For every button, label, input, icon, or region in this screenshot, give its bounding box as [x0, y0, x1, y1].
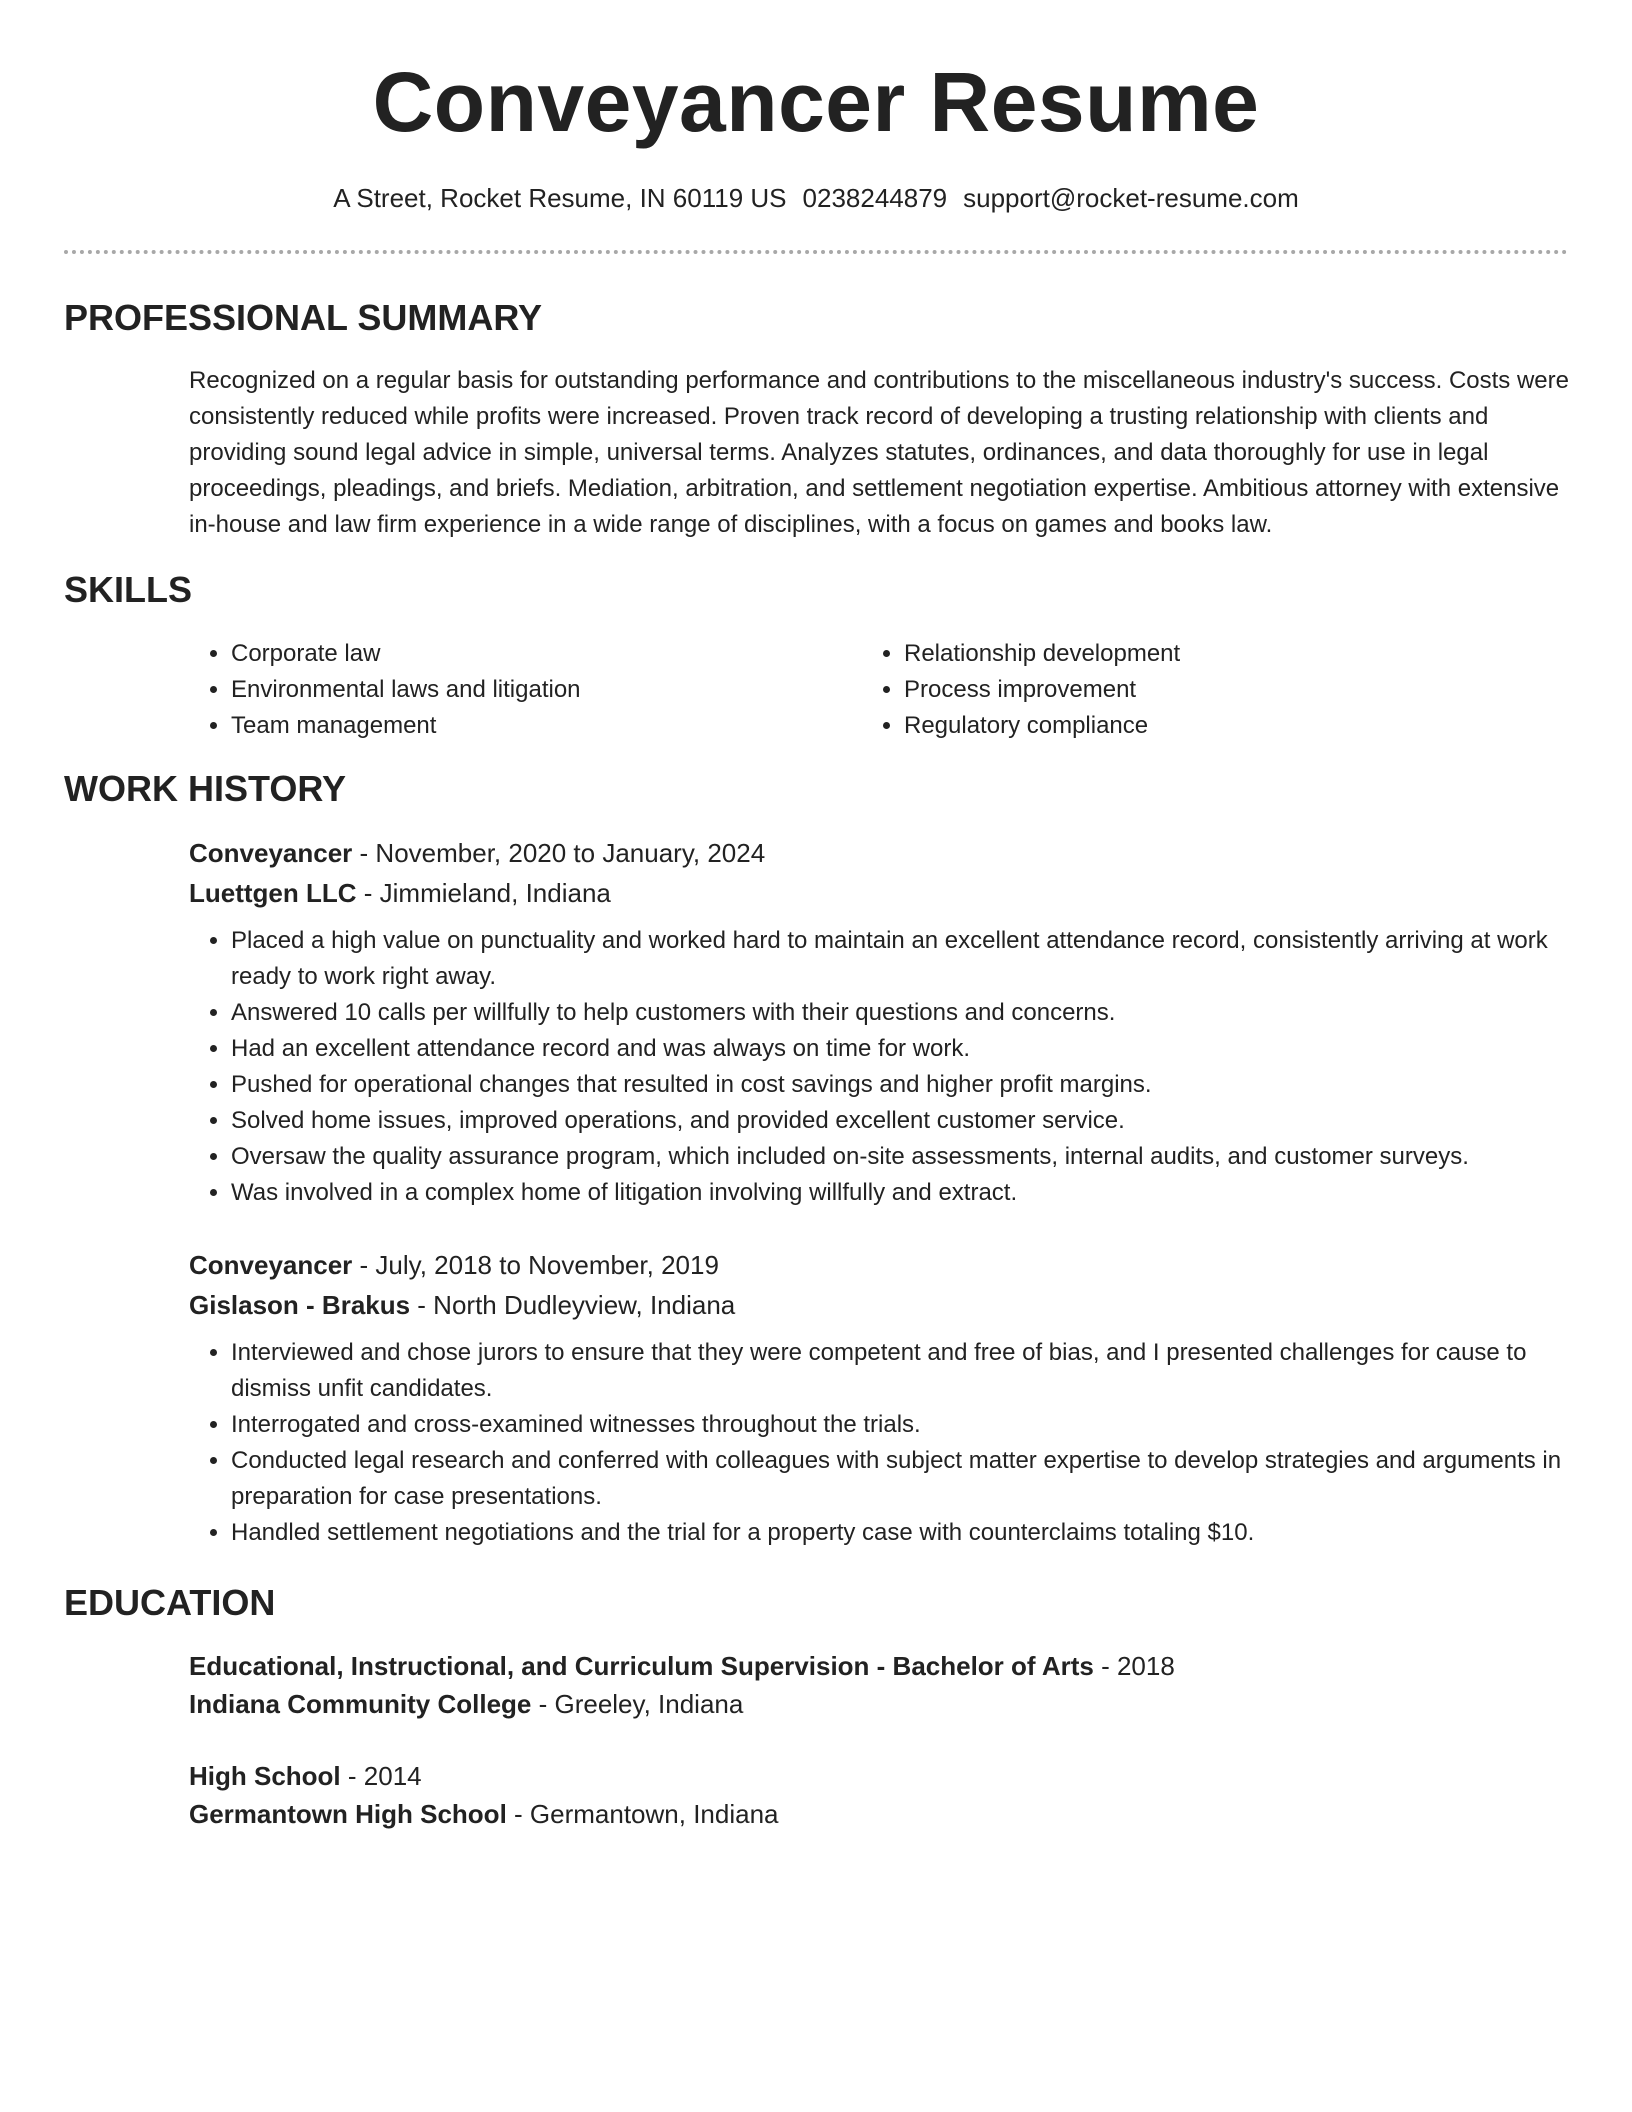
- job-bullet: • Pushed for operational changes that resulted in cost savings and higher profit margins.: [231, 1067, 1569, 1103]
- education-year: - 2018: [1093, 1651, 1175, 1681]
- job-dates: - July, 2018 to November, 2019: [352, 1250, 719, 1280]
- job-bullet: • Placed a high value on punctuality and worked hard to maintain an excellent attendance record, consistently arriving at work ready to work right away.: [231, 923, 1569, 995]
- job-entry: [189, 1245, 1569, 1551]
- job-company: Luettgen LLC: [189, 878, 357, 908]
- job-bullet: • Conducted legal research and conferred with colleagues with subject matter expertise to develop strategies and arguments in preparation for case presentations.: [231, 1443, 1569, 1515]
- education-entry: [189, 1647, 1569, 1723]
- education-location: - Greeley, Indiana: [531, 1689, 744, 1719]
- skill-item: • Environmental laws and litigation: [231, 672, 827, 708]
- skill-item: • Process improvement: [904, 672, 1500, 708]
- contact-email: support@rocket-resume.com: [963, 183, 1299, 213]
- education-location: - Germantown, Indiana: [506, 1799, 779, 1829]
- contact-phone: 0238244879: [802, 183, 948, 213]
- skills-column-left: [187, 636, 827, 744]
- education-entry: [189, 1757, 1569, 1833]
- job-title: Conveyancer: [189, 1250, 353, 1280]
- skills-column-right: [860, 636, 1500, 744]
- education-school-line: [189, 1795, 1569, 1833]
- job-bullet: • Solved home issues, improved operations, and provided excellent customer service.: [231, 1103, 1569, 1139]
- job-entry: [189, 833, 1569, 1211]
- education-school-line: [189, 1685, 1569, 1723]
- job-location: - North Dudleyview, Indiana: [410, 1290, 736, 1320]
- education-degree-line: [189, 1757, 1569, 1795]
- job-bullets: [187, 1335, 1569, 1551]
- job-company-line: [189, 873, 1569, 913]
- education-school: Indiana Community College: [189, 1689, 532, 1719]
- skill-item: • Regulatory compliance: [904, 708, 1500, 744]
- education-degree-line: [189, 1647, 1569, 1685]
- job-bullet: • Interrogated and cross-examined witnesses throughout the trials.: [231, 1407, 1569, 1443]
- job-bullet: • Had an excellent attendance record and was always on time for work.: [231, 1031, 1569, 1067]
- job-dates: - November, 2020 to January, 2024: [352, 838, 766, 868]
- resume-title: Conveyancer Resume: [372, 55, 1260, 149]
- job-title-line: [189, 833, 1569, 873]
- contact-line: [0, 180, 1632, 216]
- job-company: Gislason - Brakus: [189, 1290, 411, 1320]
- skills-heading: SKILLS: [64, 569, 193, 610]
- job-bullet: • Interviewed and chose jurors to ensure that they were competent and free of bias, and I presented challenges for cause to dismiss unfit candidates.: [231, 1335, 1569, 1407]
- work-heading: WORK HISTORY: [64, 768, 347, 809]
- job-location: - Jimmieland, Indiana: [356, 878, 611, 908]
- job-company-line: [189, 1285, 1569, 1325]
- skill-item: • Team management: [231, 708, 827, 744]
- contact-address: A Street, Rocket Resume, IN 60119 US: [333, 183, 787, 213]
- job-bullet: • Was involved in a complex home of litigation involving willfully and extract.: [231, 1175, 1569, 1211]
- education-heading: EDUCATION: [64, 1582, 276, 1623]
- job-title: Conveyancer: [189, 838, 353, 868]
- skill-item: • Relationship development: [904, 636, 1500, 672]
- job-bullet: • Oversaw the quality assurance program, which included on-site assessments, internal audits, and customer surveys.: [231, 1139, 1569, 1175]
- header-divider: [64, 250, 1568, 254]
- skill-item: • Corporate law: [231, 636, 827, 672]
- summary-heading: PROFESSIONAL SUMMARY: [64, 297, 543, 338]
- job-title-line: [189, 1245, 1569, 1285]
- job-bullet: • Handled settlement negotiations and the trial for a property case with counterclaims totaling $10.: [231, 1515, 1569, 1551]
- summary-text: Recognized on a regular basis for outstanding performance and contributions to the miscellaneous industry's success. Costs were consistently reduced while profits were increased. Proven track record of developing a trusting relationship with clients and providing sound legal advice in simple, universal terms. Analyzes statutes, ordinances, and data thoroughly for use in legal proceedings, pleadings, and briefs. Mediation, arbitration, and settlement negotiation expertise. Ambitious attorney with extensive in-house and law firm experience in a wide range of disciplines, with a focus on games and books law.: [189, 367, 1569, 538]
- education-degree: High School: [189, 1761, 341, 1791]
- education-degree: Educational, Instructional, and Curriculum Supervision - Bachelor of Arts: [189, 1651, 1094, 1681]
- education-year: - 2014: [340, 1761, 422, 1791]
- education-school: Germantown High School: [189, 1799, 507, 1829]
- job-bullet: • Answered 10 calls per willfully to help customers with their questions and concerns.: [231, 995, 1569, 1031]
- job-bullets: [187, 923, 1569, 1211]
